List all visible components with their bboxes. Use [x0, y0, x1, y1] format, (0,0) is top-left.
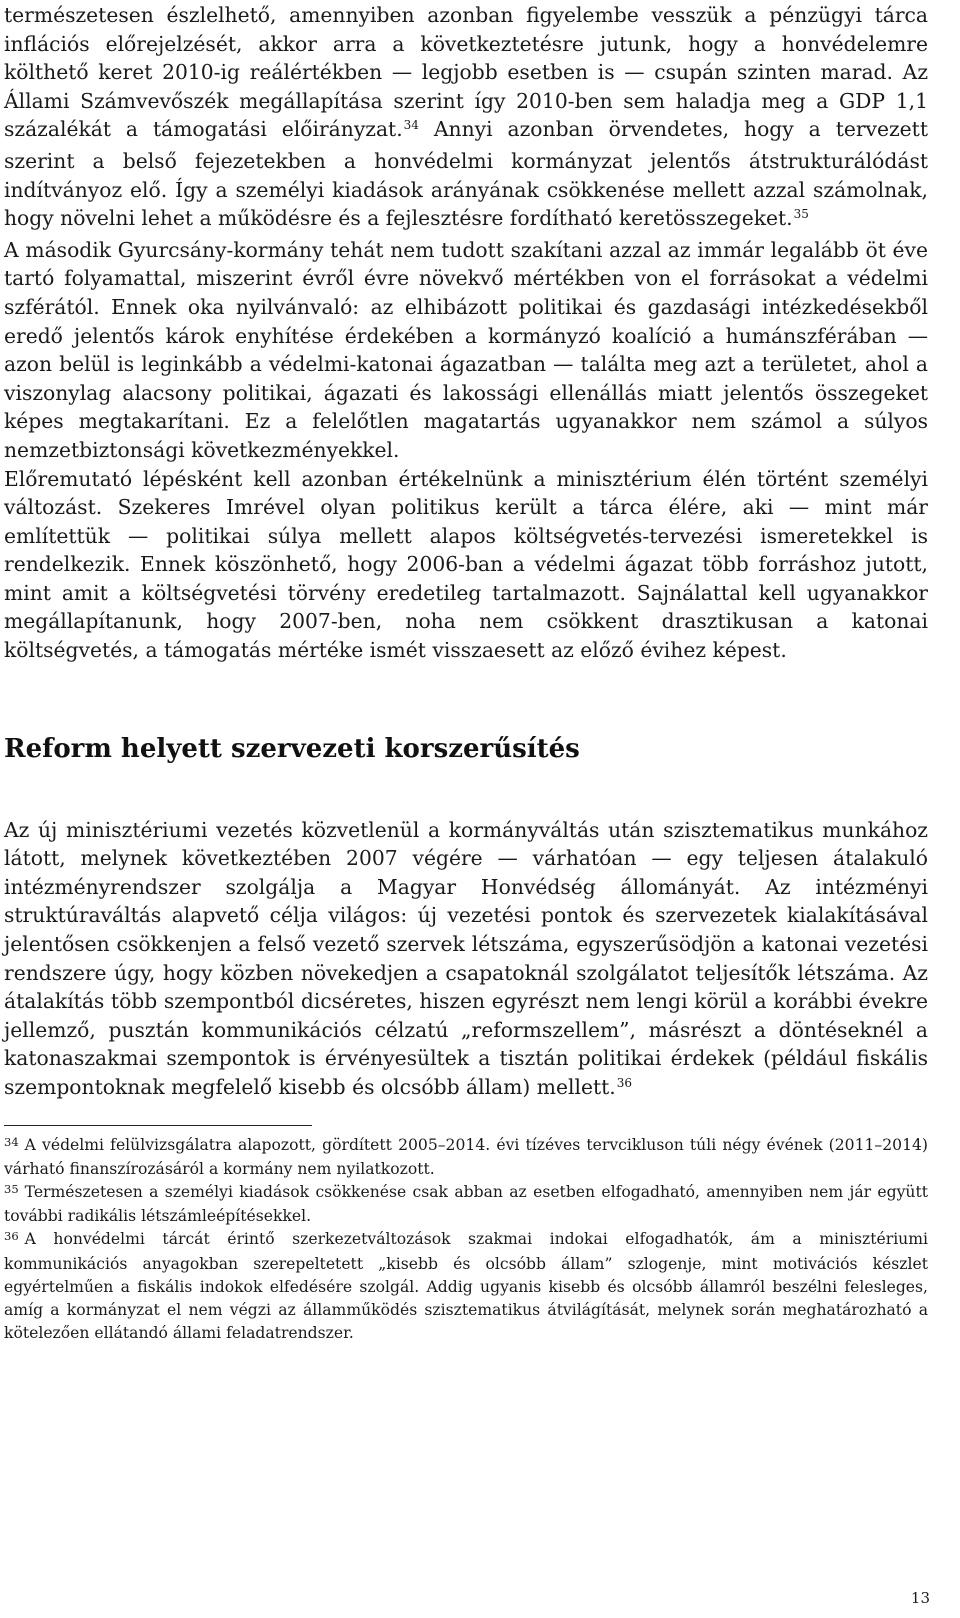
footnote-35 — [4, 1181, 928, 1228]
section-paragraph-1-text: Az új minisztériumi vezetés közvetlenül a kormányváltás után szisztematikus munkához látott, melynek következtében 2007 végére — várhatóan — egy teljesen átalakuló intézményrendszer szolgálja a Magyar Honvédség állományát. Az intézményi struktúraváltás alapvető célja világos: új vezetési pontok és szervezetek kialakításával jelentősen csökkenjen a felső vezető szervek létszáma, egyszerűsödjön a katonai vezetési rendszere úgy, hogy közben növekedjen a csapatoknál szolgálatot teljesítők létszáma. Az átalakítás több szempontból dicséretes, hiszen egyrészt nem lengi körül a korábbi évekre jellemző, pusztán kommunikációs célzatú „reformszellem”, másrészt a döntéseknél a katonaszakmai szempontok is érvényesültek a tisztán politikai érdekek (például fiskális szempontoknak megfelelő kisebb és olcsóbb állam) mellett. — [4, 817, 928, 1099]
footnote-text: Természetesen a személyi kiadások csökkenése csak abban az esetben elfogadható, amennyiben nem jár együtt további radikális létszámleépítésekkel. — [4, 1183, 928, 1226]
footnote-number: 34 — [4, 1134, 19, 1149]
footnotes — [4, 1134, 928, 1346]
footnote-reference-35[interactable]: 35 — [793, 207, 809, 222]
body-paragraph-3: Előremutató lépésként kell azonban értékelnünk a minisztérium élén történt személyi változást. Szekeres Imrével olyan politikus került a tárca élére, aki — mint már említettük — politikai súlya mellett alapos költségvetés-tervezési ismeretekkel is rendelkezik. Ennek köszönhető, hogy 2006-ban a védelmi ágazat több forráshoz jutott, mint amit a költségvetési törvény eredetileg tartalmazott. Sajnálattal kell ugyanakkor megállapítanunk, hogy 2007-ben, noha nem csökkent drasztikusan a katonai költségvetés, a támogatás mértéke ismét visszaesett az előző évihez képest. — [4, 466, 928, 663]
footnote-reference-36[interactable]: 36 — [616, 1076, 633, 1090]
page-number: 13 — [910, 1589, 930, 1607]
document-page — [4, 0, 928, 1345]
footnote-34 — [4, 1134, 928, 1181]
footnote-reference-34[interactable]: 34 — [403, 118, 419, 133]
section-heading: Reform helyett szervezeti korszerűsítés — [4, 733, 580, 764]
section-paragraph-1 — [4, 816, 928, 1105]
footnote-text: A honvédelmi tárcát érintő szerkezetváltozások szakmai indokai elfogadhatók, ám a minisztériumi kommunikációs anyagokban szerepeltetett „kisebb és olcsóbb állam” szlogenje, mint motivációs készlet egyértelműen a fiskális indokok elfedésére szolgál. Addig ugyanis kisebb és olcsóbb államról beszélni felesleges, amíg a kormányzat el nem végzi az államműködés szisztematikus átvilágítását, melynek során meghatározható a kötelezően ellátandó állami feladatrendszer. — [4, 1230, 928, 1343]
body-paragraph-2: A második Gyurcsány-kormány tehát nem tudott szakítani azzal az immár legalább öt éve tartó folyamattal, miszerint évről évre növekvő mértékben von el forrásokat a védelmi szférától. Ennek oka nyilvánvaló: az elhibázott politikai és gazdasági intézkedésekből eredő jelentős károk enyhítése érdekében a kormányzó koalíció a humánszférában — azon belül is leginkább a védelmi-katonai ágazatban — találta meg azt a területet, ahol a viszonylag alacsony politikai, ágazati és lakossági ellenállás miatt jelentős összegeket képes megtakarítani. Ez a felelőtlen magatartás ugyanakkor nem számol a súlyos nemzetbiztonsági következményekkel. — [4, 237, 928, 462]
footnote-text: A védelmi felülvizsgálatra alapozott, gördített 2005–2014. évi tízéves tervcikluson túli négy évének (2011–2014) várható finanszírozásáról a kormány nem nyilatkozott. — [4, 1135, 928, 1178]
footnote-number: 36 — [4, 1229, 19, 1244]
footnote-36 — [4, 1228, 928, 1345]
body-paragraph-1-text: természetesen észlelhető, amennyiben azonban figyelembe vesszük a pénzügyi tárca inflációs előrejelzését, akkor arra a következtetésre jutunk, hogy a honvédelemre költhető keret 2010-ig reálértékben — legjobb esetben is — csupán szinten marad. Az Állami Számvevőszék megállapítása szerint így 2010-ben sem haladja meg a GDP 1,1 százalékát a támogatási előirányzat. — [4, 3, 928, 142]
footnote-separator — [4, 1125, 312, 1126]
body-paragraph-1 — [4, 1, 928, 236]
footnote-number: 35 — [4, 1182, 19, 1196]
body-paragraph-1-continuation: Annyi azonban örvendetes, hogy a tervezett szerint a belső fejezetekben a honvédelmi kormányzat jelentős átstrukturálódást indítványoz elő. Így a személyi kiadások arányának csökkenése mellett azzal számolnak, hogy növelni lehet a működésre és a fejlesztésre fordítható keretösszegeket. — [4, 117, 928, 231]
